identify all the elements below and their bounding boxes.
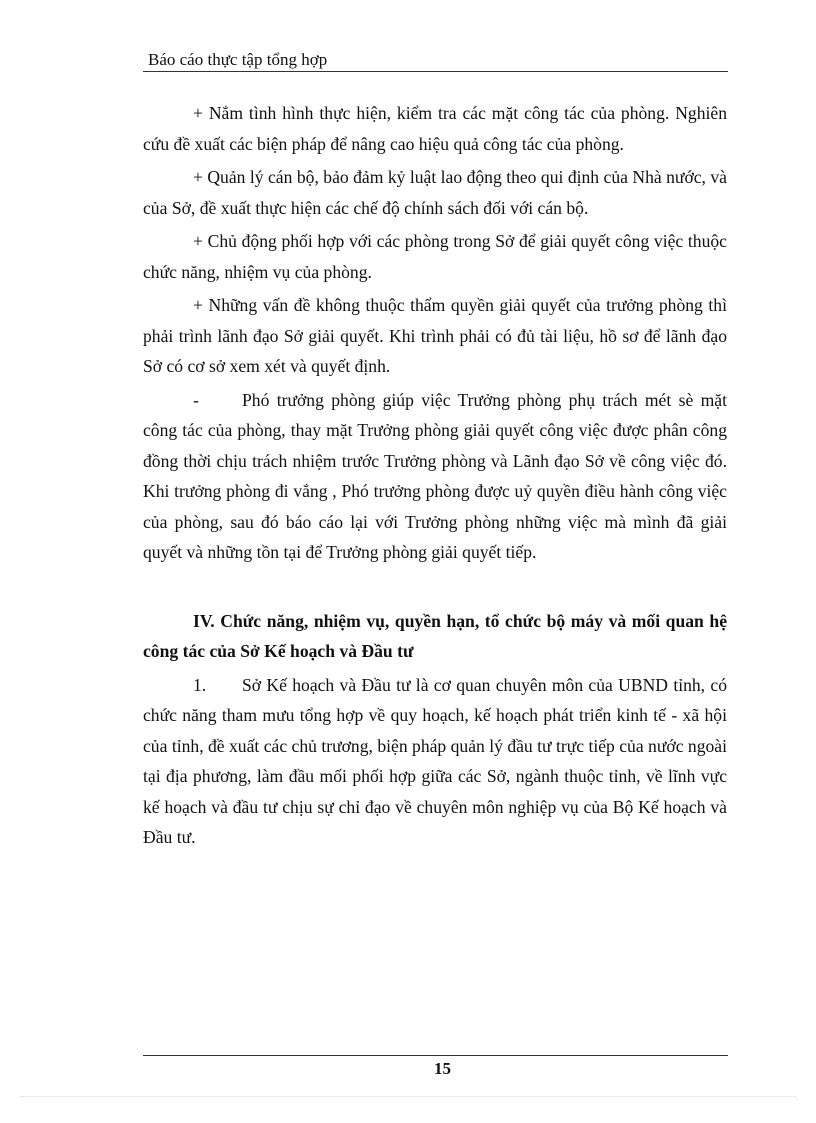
- numbered-list-item: [143, 670, 727, 853]
- body-paragraph: + Quản lý cán bộ, bảo đảm kỷ luật lao động theo qui định của Nhà nước, và của Sở, đề xuất thực hiện các chế độ chính sách đối với cán bộ.: [143, 167, 727, 218]
- body-paragraph: + Nắm tình hình thực hiện, kiểm tra các mặt công tác của phòng. Nghiên cứu đề xuất các biện pháp để nâng cao hiệu quả công tác của phòng.: [143, 103, 727, 154]
- footer-divider: [143, 1055, 728, 1056]
- dash-marker: -: [193, 389, 199, 410]
- page-bottom-dotted-border: [20, 1096, 796, 1097]
- page-header-title: Báo cáo thực tập tổng hợp: [148, 50, 328, 69]
- body-paragraph: + Chủ động phối hợp với các phòng trong Sở để giải quyết công việc thuộc chức năng, nhiệm vụ của phòng.: [143, 231, 727, 282]
- document-body: [143, 98, 727, 853]
- section-heading: IV. Chức năng, nhiệm vụ, quyền hạn, tổ chức bộ máy và mối quan hệ công tác của Sở Kế hoạch và Đầu tư: [143, 610, 727, 661]
- page-number: 15: [434, 1059, 451, 1078]
- body-paragraph: + Những vấn đề không thuộc thẩm quyền giải quyết của trưởng phòng thì phải trình lãnh đạo Sở giải quyết. Khi trình phải có đủ tài liệu, hồ sơ để lãnh đạo Sở có cơ sở xem xét và quyết định.: [143, 295, 727, 376]
- dash-item-text: Phó trưởng phòng giúp việc Trưởng phòng phụ trách mét sè mặt công tác của phòng, thay mặt Trưởng phòng giải quyết công việc được phân công đồng thời chịu trách nhiệm trước Trưởng phòng và Lãnh đạo Sở về công việc đó. Khi trưởng phòng đi vắng , Phó trưởng phòng được uỷ quyền điều hành công việc của phòng, sau đó báo cáo lại với Trưởng phòng những việc mà mình đã giải quyết và những tồn tại để Trưởng phòng giải quyết tiếp.: [143, 389, 727, 562]
- dash-list-item: [143, 385, 727, 568]
- number-marker: 1.: [193, 674, 207, 695]
- header-divider: [143, 71, 728, 72]
- numbered-item-text: Sở Kế hoạch và Đầu tư là cơ quan chuyên môn của UBND tỉnh, có chức năng tham mưu tổng hợp về quy hoạch, kế hoạch phát triển kinh tế - xã hội của tỉnh, đề xuất các chủ trương, biện pháp quản lý đầu tư trực tiếp của nước ngoài tại địa phương, làm đầu mối phối hợp giữa các Sở, ngành thuộc tỉnh, về lĩnh vực kế hoạch và đầu tư chịu sự chỉ đạo về chuyên môn nghiệp vụ của Bộ Kế hoạch và Đầu tư.: [143, 674, 727, 847]
